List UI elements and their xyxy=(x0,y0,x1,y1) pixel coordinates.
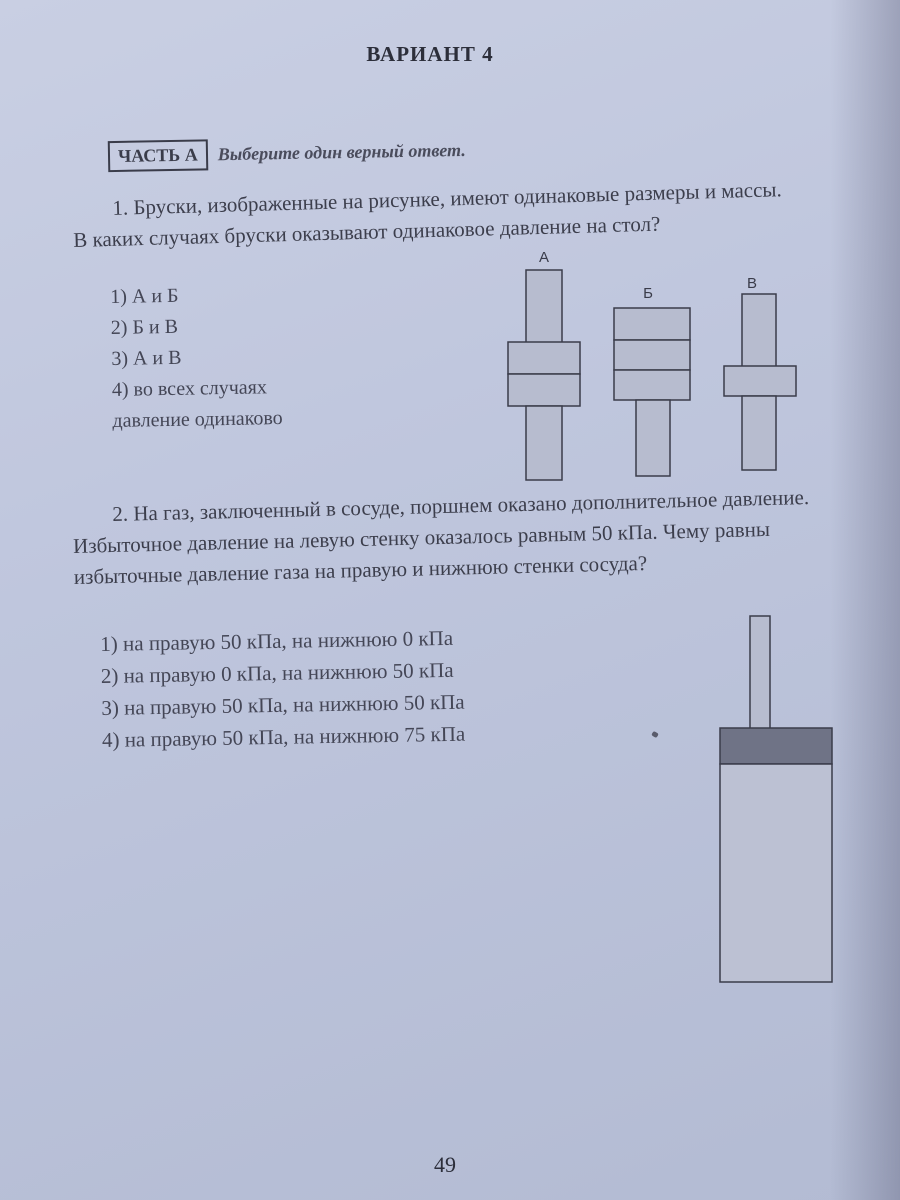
brick-b-block-2 xyxy=(614,340,690,370)
print-smudge xyxy=(651,731,659,738)
gas-vessel xyxy=(720,764,832,982)
question-2-text xyxy=(72,482,814,593)
brick-a-top-bar xyxy=(526,270,562,344)
page-shadow xyxy=(830,0,900,1200)
brick-b-block-3 xyxy=(614,370,690,400)
part-header xyxy=(108,135,466,172)
brick-a-block-1 xyxy=(508,342,580,374)
brick-a-block-2 xyxy=(508,374,580,406)
question-1-option-2: 2) Б и В xyxy=(110,315,179,339)
brick-a-bottom-bar xyxy=(526,406,562,480)
question-2-option-2: 2) на правую 0 кПа, на нижнюю 50 кПа xyxy=(100,657,454,688)
question-1-option-4-cont: давление одинаково xyxy=(112,407,283,432)
piston-rod xyxy=(750,616,770,730)
vessel-piston-figure xyxy=(712,610,842,990)
figure-label-a: А xyxy=(538,249,550,266)
figure-label-b: Б xyxy=(643,285,653,302)
brick-b-bottom-bar xyxy=(636,400,670,476)
figure-label-c: В xyxy=(746,275,758,292)
question-2-option-1: 1) на правую 50 кПа, на нижнюю 0 кПа xyxy=(100,625,454,656)
brick-c-bottom-bar xyxy=(742,396,776,470)
question-1-body: 1. Бруски, изображенные на рисунке, имеют одинаковые размеры и массы. В каких случаях бруски оказывают одинаковое давление на стол? xyxy=(72,177,783,252)
brick-b-block-1 xyxy=(614,308,690,340)
part-label: ЧАСТЬ А xyxy=(108,139,208,172)
question-1-option-4: 4) во всех случаях xyxy=(111,376,268,401)
question-2-option-3: 3) на правую 50 кПа, на нижнюю 50 кПа xyxy=(101,689,465,720)
bricks-figure xyxy=(490,244,820,484)
question-1-option-3: 3) А и В xyxy=(111,346,182,370)
part-instruction: Выберите один верный ответ. xyxy=(217,139,466,165)
piston xyxy=(720,728,832,764)
question-2-option-4: 4) на правую 50 кПа, на нижнюю 75 кПа xyxy=(101,721,466,752)
page-number: 49 xyxy=(434,1152,456,1177)
question-2-body: 2. На газ, заключенный в сосуде, поршнем оказано дополнительное давление. Избыточное давление на левую стенку оказалось равным 50 кПа. Чему равны избыточные давление газа на правую и нижнюю стенки сосуда? xyxy=(72,484,810,589)
question-2-options xyxy=(100,622,465,756)
brick-c-block xyxy=(724,366,796,396)
question-1-options xyxy=(110,279,283,437)
question-1-option-1: 1) А и Б xyxy=(110,284,179,308)
variant-title: ВАРИАНТ 4 xyxy=(366,42,494,66)
brick-c-top-bar xyxy=(742,294,776,368)
